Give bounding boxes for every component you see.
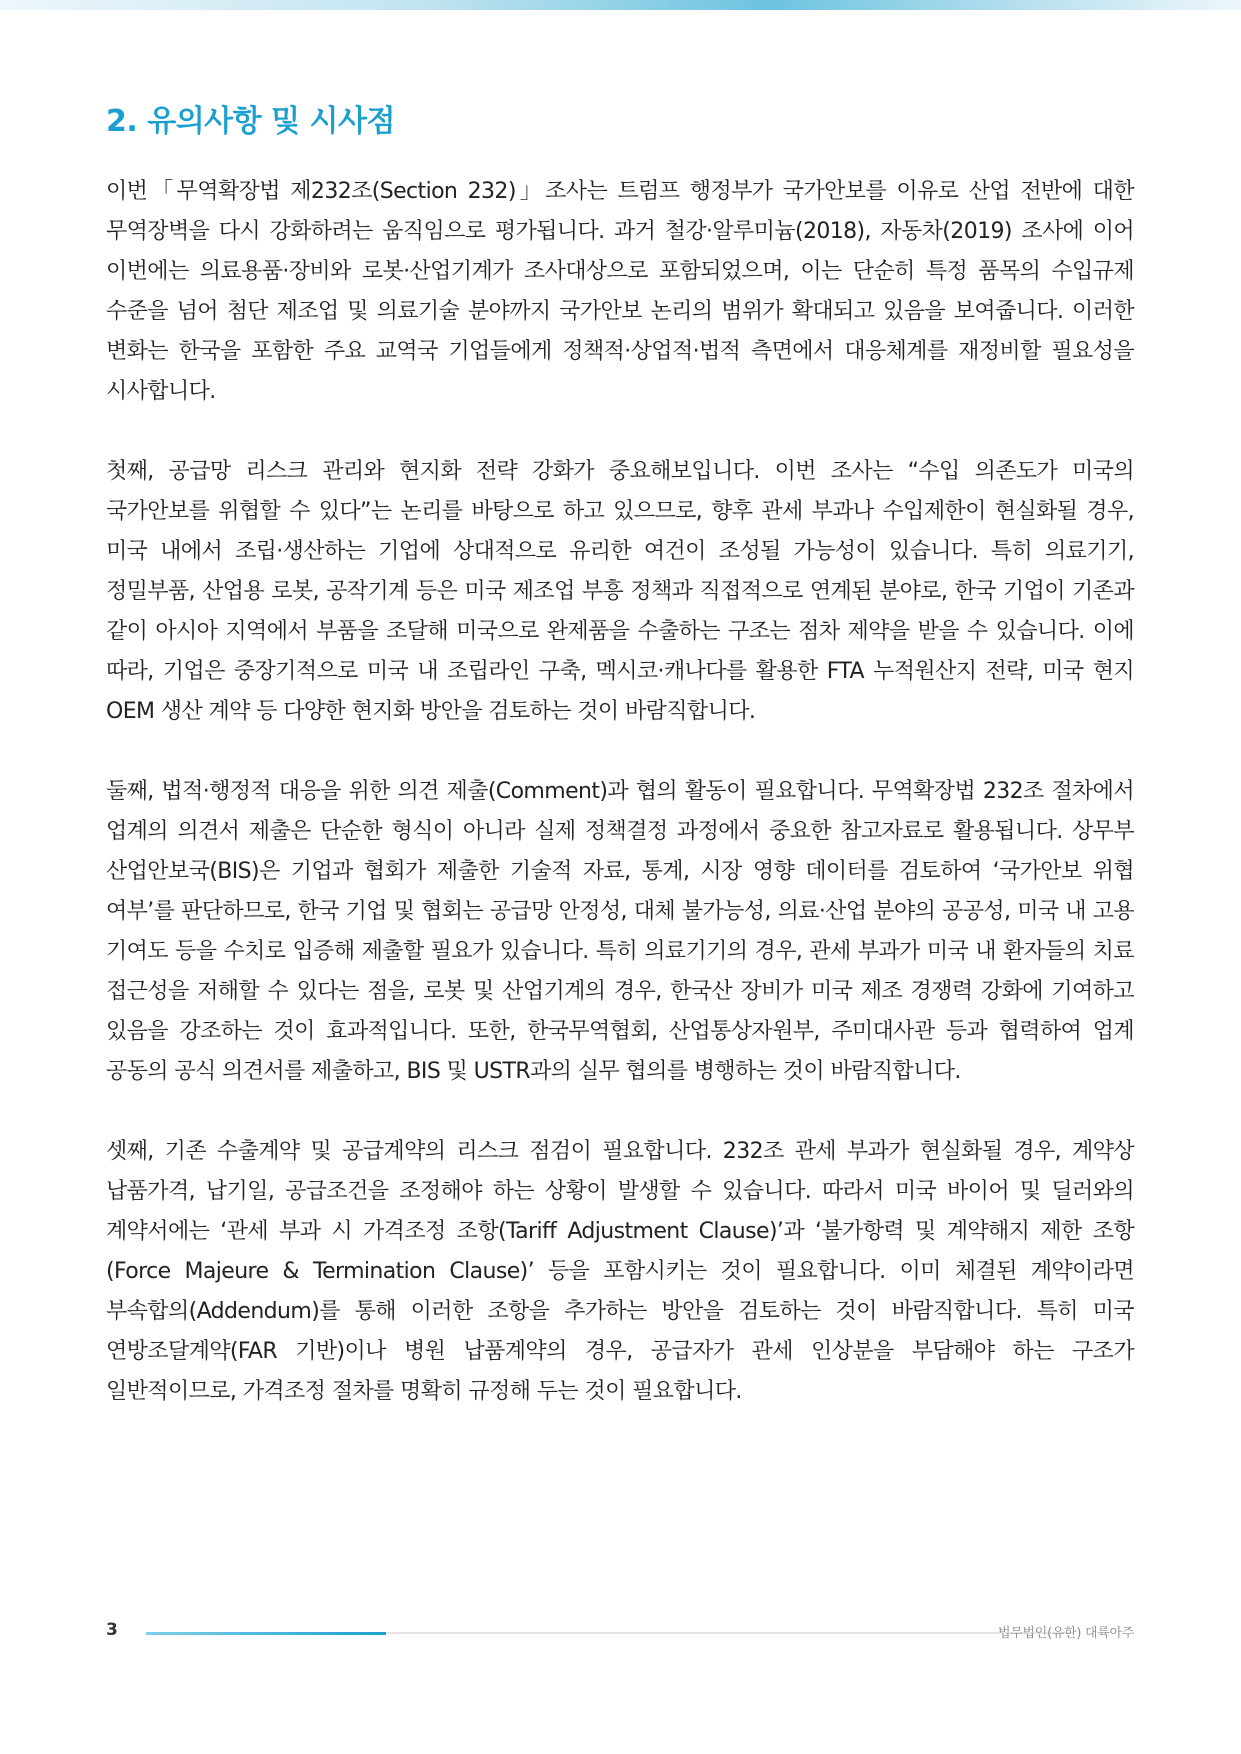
firm-name: 법무법인(유한) 대륙아주: [998, 1626, 1134, 1641]
paragraph-intro: 이번「무역확장법 제232조(Section 232)」조사는 트럼프 행정부가 국가안보를 이유로 산업 전반에 대한 무역장벽을 다시 강화하려는 움직임으로 평가됩니다. 과거 철강·알루미늄(2018), 자동차(2019) 조사에 이어 이번에는 의료용품·장비와 로봇·산업기계가 조사대상으로 포함되었으며, 이는 단순히 특정 품목의 수입규제 수준을 넘어 첨단 제조업 및 의료기술 분야까지 국가안보 논리의 범위가 확대되고 있음을 보여줍니다. 이러한 변화는 한국을 포함한 주요 교역국 기업들에게 정책적·상업적·법적 측면에서 대응체계를 재정비할 필요성을 시사합니다.: [106, 179, 1134, 404]
paragraph-third: 셋째, 기존 수출계약 및 공급계약의 리스크 점검이 필요합니다. 232조 관세 부과가 현실화될 경우, 계약상 납품가격, 납기일, 공급조건을 조정해야 하는 상황이 발생할 수 있습니다. 따라서 미국 바이어 및 딜러와의 계약서에는 ‘관세 부과 시 가격조정 조항(Tariff Adjustment Clause)’과 ‘불가항력 및 계약해지 제한 조항(Force Majeure & Termination Clause)’ 등을 포함시키는 것이 필요합니다. 이미 체결된 계약이라면 부속합의(Addendum)를 통해 이러한 조항을 추가하는 방안을 검토하는 것이 바람직합니다. 특히 미국 연방조달계약(FAR 기반)이나 병원 납품계약의 경우, 공급자가 관세 인상분을 부담해야 하는 구조가 일반적이므로, 가격조정 절차를 명확히 규정해 두는 것이 필요합니다.: [106, 1139, 1134, 1404]
footer-divider-accent: [146, 1632, 386, 1635]
page-footer: [106, 1620, 1134, 1646]
paragraph-second: 둘째, 법적·행정적 대응을 위한 의견 제출(Comment)과 협의 활동이 필요합니다. 무역확장법 232조 절차에서 업계의 의견서 제출은 단순한 형식이 아니라 실제 정책결정 과정에서 중요한 참고자료로 활용됩니다. 상무부 산업안보국(BIS)은 기업과 협회가 제출한 기술적 자료, 통계, 시장 영향 데이터를 검토하여 ‘국가안보 위협 여부’를 판단하므로, 한국 기업 및 협회는 공급망 안정성, 대체 불가능성, 의료·산업 분야의 공공성, 미국 내 고용 기여도 등을 수치로 입증해 제출할 필요가 있습니다. 특히 의료기기의 경우, 관세 부과가 미국 내 환자들의 치료 접근성을 저해할 수 있다는 점을, 로봇 및 산업기계의 경우, 한국산 장비가 미국 제조 경쟁력 강화에 기여하고 있음을 강조하는 것이 효과적입니다. 또한, 한국무역협회, 산업통상자원부, 주미대사관 등과 협력하여 업계 공동의 공식 의견서를 제출하고, BIS 및 USTR과의 실무 협의를 병행하는 것이 바람직합니다.: [106, 779, 1134, 1084]
section-title: 2. 유의사항 및 시사점: [106, 104, 395, 139]
document-body: [106, 96, 1134, 1452]
page-number: 3: [106, 1620, 118, 1640]
header-gradient-band: [0, 0, 1241, 10]
paragraph-first: 첫째, 공급망 리스크 관리와 현지화 전략 강화가 중요해보입니다. 이번 조사는 “수입 의존도가 미국의 국가안보를 위협할 수 있다”는 논리를 바탕으로 하고 있으므로, 향후 관세 부과나 수입제한이 현실화될 경우, 미국 내에서 조립·생산하는 기업에 상대적으로 유리한 여건이 조성될 가능성이 있습니다. 특히 의료기기, 정밀부품, 산업용 로봇, 공작기계 등은 미국 제조업 부흥 정책과 직접적으로 연계된 분야로, 한국 기업이 기존과 같이 아시아 지역에서 부품을 조달해 미국으로 완제품을 수출하는 구조는 점차 제약을 받을 수 있습니다. 이에 따라, 기업은 중장기적으로 미국 내 조립라인 구축, 멕시코·캐나다를 활용한 FTA 누적원산지 전략, 미국 현지 OEM 생산 계약 등 다양한 현지화 방안을 검토하는 것이 바람직합니다.: [106, 459, 1134, 724]
